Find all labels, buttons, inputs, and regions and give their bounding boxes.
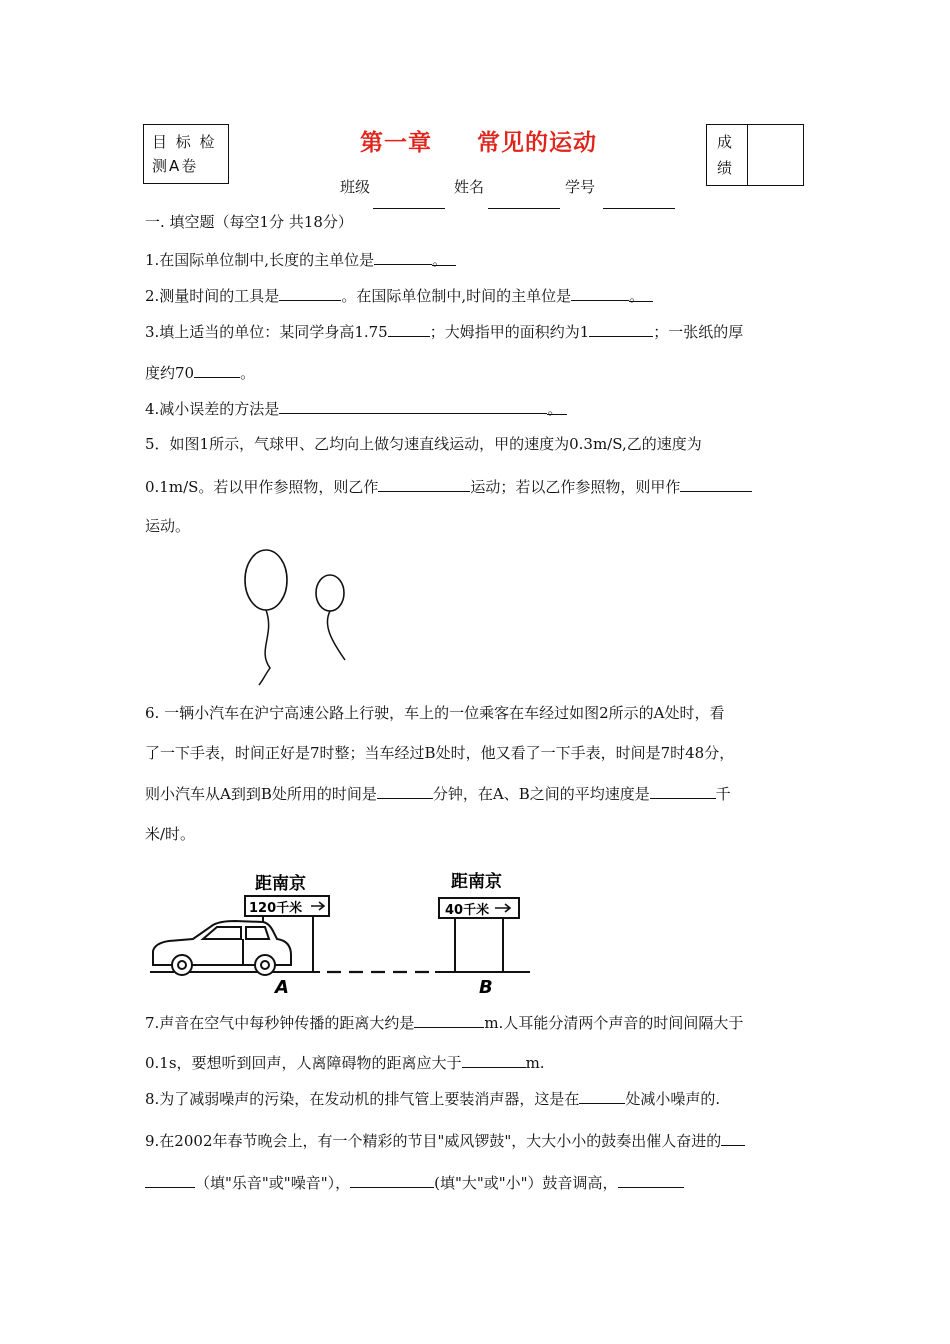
balloon-jia-string <box>259 610 270 685</box>
test-label-box: 目 标 检 测A卷 <box>143 124 229 184</box>
class-field[interactable] <box>373 208 445 209</box>
figure-1-balloons <box>235 540 360 690</box>
balloon-yi-icon <box>316 575 344 611</box>
number-label: 学号 <box>565 178 596 196</box>
question-5: 5．如图1所示，气球甲、乙均向上做匀速直线运动，甲的速度为0.3m/S,乙的速度为 <box>145 435 702 453</box>
q3-blank-2[interactable] <box>589 321 653 337</box>
q9-blank-1[interactable] <box>721 1130 745 1146</box>
question-4: 4.减小误差的方法是 。 <box>145 398 567 419</box>
q3-blank-3[interactable] <box>194 362 240 378</box>
sign-a-distance: 120千米 <box>249 901 303 916</box>
balloon-yi-string <box>327 611 345 660</box>
sign-b-distance: 40千米 <box>445 903 490 918</box>
q9-blank-2[interactable] <box>350 1172 434 1188</box>
question-6-line2: 了一下手表，时间正好是7时整；当车经过B处时，他又看了一下手表，时间是7时48分， <box>145 744 735 762</box>
q2-blank-2[interactable] <box>571 285 629 301</box>
question-3-cont: 度约70 。 <box>145 364 256 382</box>
q3-blank-1[interactable] <box>388 321 430 337</box>
q5-blank-2[interactable] <box>680 476 752 492</box>
q2-blank-1[interactable] <box>279 285 341 301</box>
question-9-cont: （填"乐音"或"噪音"）， (填"大"或"小"）鼓音调高， <box>145 1172 684 1193</box>
q4-blank[interactable] <box>279 398 547 414</box>
q6-blank-1[interactable] <box>377 783 433 799</box>
question-6-line3: 则小汽车从A到到B处所用的时间是 分钟，在A、B之间的平均速度是 千 <box>145 785 731 803</box>
question-6-end: 米/时。 <box>145 825 196 843</box>
question-3: 3.填上适当的单位：某同学身高1.75 ；大姆指甲的面积约为1 ；一张纸的厚 <box>145 323 744 341</box>
question-6: 6. 一辆小汽车在沪宁高速公路上行驶，车上的一位乘客在车经过如图2所示的A处时，看 <box>145 704 725 722</box>
section-heading: 一. 填空题（每空1分 共18分） <box>145 213 353 231</box>
number-field[interactable] <box>603 208 675 209</box>
question-5-end: 运动。 <box>145 517 191 535</box>
q6-blank-2[interactable] <box>650 783 716 799</box>
question-5-cont: 0.1m/S。若以甲作参照物，则乙作 运动；若以乙作参照物，则甲作 <box>145 476 752 497</box>
label-a: A <box>275 977 289 998</box>
name-label: 姓名 <box>454 178 485 196</box>
name-field[interactable] <box>488 208 560 209</box>
q9-blank-3[interactable] <box>618 1172 684 1188</box>
score-label: 成 绩 <box>707 125 748 185</box>
score-value-field[interactable] <box>748 125 803 185</box>
score-box <box>706 124 804 186</box>
q1-blank[interactable] <box>374 249 432 265</box>
question-9: 9.在2002年春节晚会上，有一个精彩的节目"威风锣鼓"，大大小小的鼓奏出催人奋进的 <box>145 1130 745 1151</box>
question-7: 7.声音在空气中每秒钟传播的距离大约是 m.人耳能分清两个声音的时间间隔大于 <box>145 1014 744 1032</box>
page-title: 第一章 常见的运动 <box>360 130 598 156</box>
sign-b-title: 距南京 <box>451 872 502 892</box>
balloon-jia-icon <box>245 550 287 610</box>
car-icon <box>153 921 291 975</box>
question-7-cont: 0.1s，要想听到回声，人离障碍物的距离应大于 m. <box>145 1054 545 1072</box>
q9-blank-1-cont[interactable] <box>145 1172 195 1188</box>
q7-blank-1[interactable] <box>414 1012 484 1028</box>
q7-blank-2[interactable] <box>462 1052 526 1068</box>
label-b: B <box>479 977 493 998</box>
question-1: 1.在国际单位制中,长度的主单位是 。 <box>145 249 456 270</box>
question-2: 2.测量时间的工具是 。在国际单位制中,时间的主单位是 。 <box>145 285 653 306</box>
question-8: 8.为了减弱噪声的污染，在发动机的排气管上要装消声器，这是在 处减小噪声的. <box>145 1090 721 1108</box>
class-label: 班级 <box>340 178 371 196</box>
figure-2-road <box>145 865 545 1000</box>
q8-blank[interactable] <box>579 1088 625 1104</box>
sign-a-title: 距南京 <box>255 874 306 894</box>
q5-blank-1[interactable] <box>378 476 470 492</box>
